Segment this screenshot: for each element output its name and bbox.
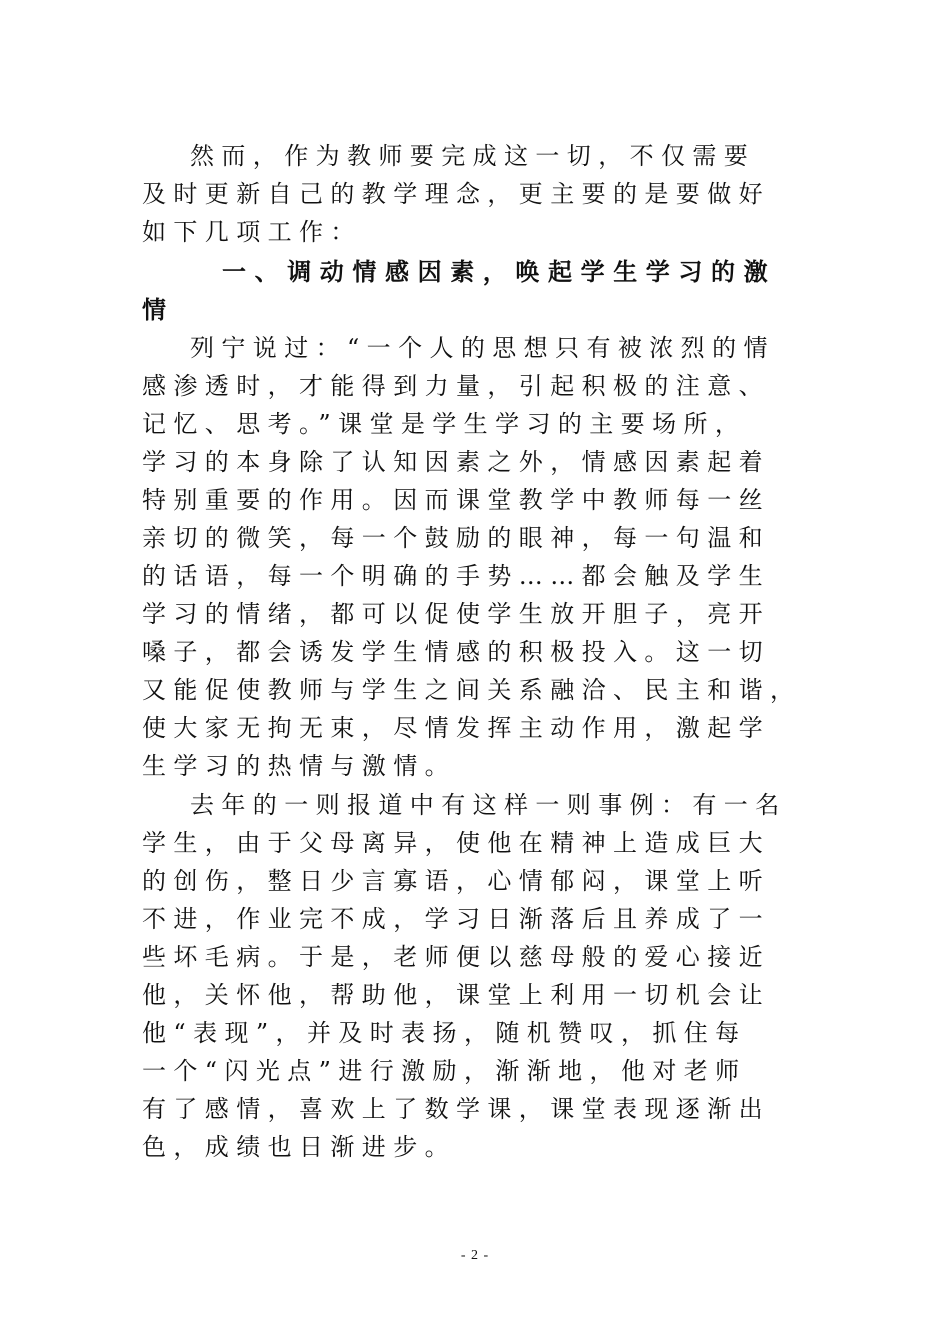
paragraph-line: 及时更新自己的教学理念，更主要的是要做好 [142, 180, 770, 208]
paragraph-line: 使大家无拘无束，尽情发挥主动作用，激起学 [142, 714, 770, 742]
paragraph-line: 他，关怀他，帮助他，课堂上利用一切机会让 [142, 981, 770, 1009]
paragraph-line: 的话语，每一个明确的手势……都会触及学生 [142, 562, 770, 590]
page-number: - 2 - [460, 1248, 490, 1263]
section-heading-continued: 情 [142, 295, 175, 324]
paragraph-line: 学习的情绪，都可以促使学生放开胆子，亮开 [142, 600, 770, 628]
paragraph-line: 色，成绩也日渐进步。 [142, 1133, 456, 1161]
paragraph-line: 特别重要的作用。因而课堂教学中教师每一丝 [142, 486, 770, 514]
section-heading: 一、调动情感因素，唤起学生学习的激 [222, 257, 777, 286]
paragraph-line: 些坏毛病。于是，老师便以慈母般的爱心接近 [142, 943, 770, 971]
paragraph-line: 学生，由于父母离异，使他在精神上造成巨大 [142, 829, 770, 857]
paragraph-line: 有了感情，喜欢上了数学课，课堂表现逐渐出 [142, 1095, 770, 1123]
paragraph-line: 又能促使教师与学生之间关系融洽、民主和谐， [142, 676, 802, 704]
paragraph-line: 不进，作业完不成，学习日渐落后且养成了一 [142, 905, 770, 933]
paragraph-line: 记忆、思考。”课堂是学生学习的主要场所， [142, 410, 747, 438]
paragraph-line: 如下几项工作： [142, 218, 362, 246]
paragraph-line: 一个“闪光点”进行激励，渐渐地，他对老师 [142, 1057, 747, 1085]
paragraph-line: 去年的一则报道中有这样一则事例：有一名 [190, 791, 787, 819]
paragraph-line: 嗓子，都会诱发学生情感的积极投入。这一切 [142, 638, 770, 666]
paragraph-line: 学习的本身除了认知因素之外，情感因素起着 [142, 448, 770, 476]
paragraph-line: 亲切的微笑，每一个鼓励的眼神，每一句温和 [142, 524, 770, 552]
paragraph-line: 的创伤，整日少言寡语，心情郁闷，课堂上听 [142, 867, 770, 895]
paragraph-line: 生学习的热情与激情。 [142, 752, 456, 780]
paragraph-line: 列宁说过：“一个人的思想只有被浓烈的情 [190, 334, 775, 362]
paragraph-line: 感渗透时，才能得到力量，引起积极的注意、 [142, 372, 770, 400]
paragraph-line: 他“表现”，并及时表扬，随机赞叹，抓住每 [142, 1019, 747, 1047]
paragraph-line: 然而，作为教师要完成这一切，不仅需要 [190, 142, 756, 170]
